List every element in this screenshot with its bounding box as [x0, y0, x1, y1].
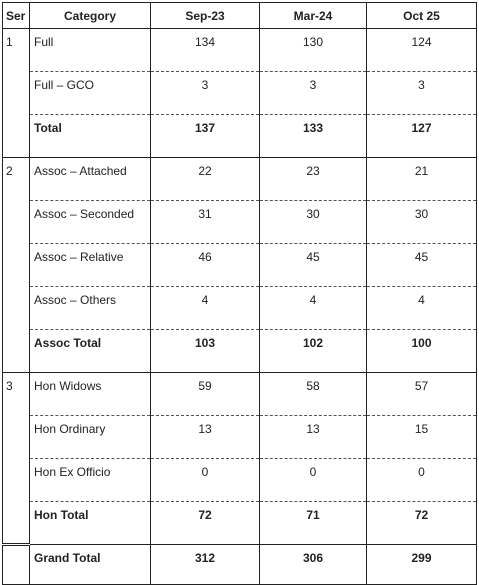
header-row — [3, 3, 477, 29]
row-value-oct25: 57 — [367, 373, 477, 416]
grand-total-oct25: 299 — [367, 545, 477, 585]
row-value-sep23: 3 — [151, 72, 260, 115]
total-value-oct25: 100 — [367, 330, 477, 373]
subtotal-row — [3, 502, 477, 545]
total-label: Hon Total — [30, 502, 151, 545]
row-category: Assoc – Seconded — [30, 201, 151, 244]
table-row — [3, 158, 477, 201]
header-ser: Ser — [3, 3, 30, 29]
row-value-sep23: 46 — [151, 244, 260, 287]
row-value-oct25: 15 — [367, 416, 477, 459]
header-col2: Mar-24 — [260, 3, 367, 29]
row-category: Full – GCO — [30, 72, 151, 115]
row-value-sep23: 0 — [151, 459, 260, 502]
row-value-mar24: 45 — [260, 244, 367, 287]
row-category: Assoc – Relative — [30, 244, 151, 287]
group-ser: 3 — [3, 373, 30, 545]
row-value-sep23: 4 — [151, 287, 260, 330]
group-ser: 1 — [3, 29, 30, 158]
row-value-sep23: 134 — [151, 29, 260, 72]
row-value-mar24: 130 — [260, 29, 367, 72]
table-row — [3, 29, 477, 72]
row-value-mar24: 0 — [260, 459, 367, 502]
total-value-oct25: 127 — [367, 115, 477, 158]
row-category: Assoc – Others — [30, 287, 151, 330]
row-value-oct25: 21 — [367, 158, 477, 201]
grand-total-row — [3, 545, 477, 585]
total-value-mar24: 102 — [260, 330, 367, 373]
row-category: Full — [30, 29, 151, 72]
table-row — [3, 287, 477, 330]
row-category: Hon Ordinary — [30, 416, 151, 459]
grand-total-ser — [3, 545, 30, 585]
row-value-mar24: 13 — [260, 416, 367, 459]
grand-total-mar24: 306 — [260, 545, 367, 585]
row-value-mar24: 58 — [260, 373, 367, 416]
row-value-mar24: 23 — [260, 158, 367, 201]
subtotal-row — [3, 115, 477, 158]
row-value-sep23: 22 — [151, 158, 260, 201]
grand-total-sep23: 312 — [151, 545, 260, 585]
row-category: Hon Widows — [30, 373, 151, 416]
row-category: Assoc – Attached — [30, 158, 151, 201]
row-value-sep23: 59 — [151, 373, 260, 416]
table-row — [3, 201, 477, 244]
row-value-oct25: 0 — [367, 459, 477, 502]
row-value-oct25: 4 — [367, 287, 477, 330]
total-value-sep23: 137 — [151, 115, 260, 158]
row-value-mar24: 3 — [260, 72, 367, 115]
header-category: Category — [30, 3, 151, 29]
total-value-sep23: 103 — [151, 330, 260, 373]
row-value-oct25: 30 — [367, 201, 477, 244]
row-value-sep23: 13 — [151, 416, 260, 459]
row-value-oct25: 3 — [367, 72, 477, 115]
group-ser: 2 — [3, 158, 30, 373]
total-label: Assoc Total — [30, 330, 151, 373]
table-row — [3, 72, 477, 115]
row-value-oct25: 45 — [367, 244, 477, 287]
row-value-mar24: 30 — [260, 201, 367, 244]
table-row — [3, 244, 477, 287]
header-col1: Sep-23 — [151, 3, 260, 29]
row-category: Hon Ex Officio — [30, 459, 151, 502]
grand-total-label: Grand Total — [30, 545, 151, 585]
subtotal-row — [3, 330, 477, 373]
row-value-oct25: 124 — [367, 29, 477, 72]
row-value-sep23: 31 — [151, 201, 260, 244]
table-row — [3, 373, 477, 416]
total-value-oct25: 72 — [367, 502, 477, 545]
table-row — [3, 416, 477, 459]
membership-table — [2, 2, 477, 585]
row-value-mar24: 4 — [260, 287, 367, 330]
total-value-sep23: 72 — [151, 502, 260, 545]
total-value-mar24: 71 — [260, 502, 367, 545]
header-col3: Oct 25 — [367, 3, 477, 29]
total-value-mar24: 133 — [260, 115, 367, 158]
table-row — [3, 459, 477, 502]
total-label: Total — [30, 115, 151, 158]
